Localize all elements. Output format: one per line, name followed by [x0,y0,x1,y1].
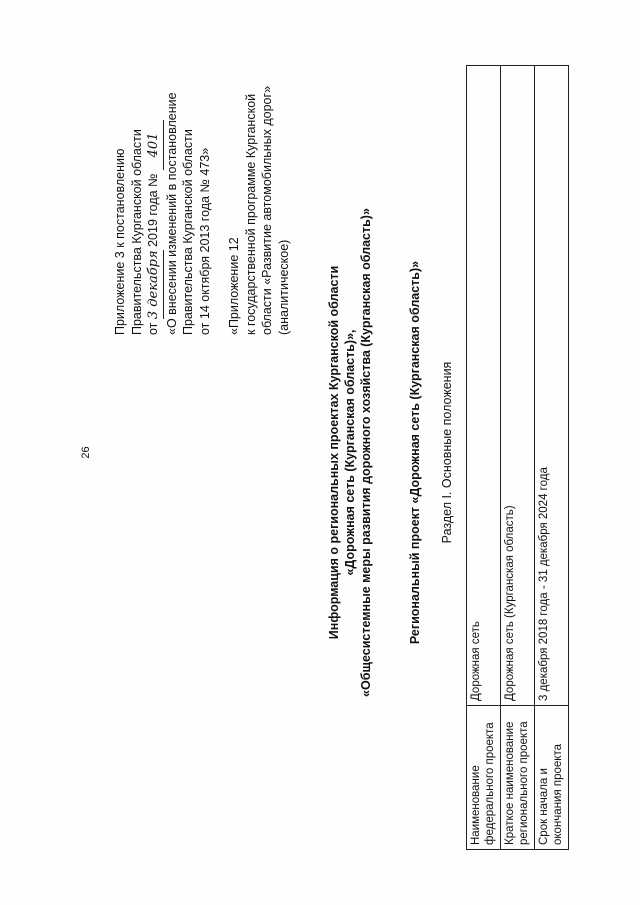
appendix-3-date-line [145,15,164,335]
appendix-12-line4: (аналитическое) [276,239,291,335]
appendix-3-line6: от 14 октября 2013 года № 473» [197,147,212,335]
title-line2: «Дорожная сеть (Курганская область)», [343,329,357,576]
page-number: 26 [80,446,92,459]
number-prefix: № [146,173,160,187]
appendix-3-line4: «О внесении изменений в постановление [164,92,179,335]
appendix-12-line2: к государственной программе Курганской [243,93,258,335]
table-row [535,66,569,850]
date-year: 2019 года [146,190,160,247]
table-row [501,66,535,850]
appendix-3-line5: Правительства Курганской области [181,129,195,335]
project-info-table [466,65,569,850]
appendix-3-line1: Приложение 3 к постановлению [113,148,127,335]
title-line3: «Общесистемные меры развития дорожного хозяйства (Курганская область)» [359,208,373,697]
table-cell-value: 3 декабря 2018 года - 31 декабря 2024 года [535,66,569,706]
title-line1: Информация о региональных проектах Курганской области [327,265,341,640]
appendix-3-line2: Правительства Курганской области [129,129,144,335]
table-cell-label: Наименование федерального проекта [467,706,501,850]
document-title [326,0,374,905]
appendix-12-header [226,35,292,335]
date-prefix: от [146,322,160,335]
appendix-12-line1: «Приложение 12 [227,237,241,335]
appendix-3-header [112,15,213,335]
table-cell-label: Срок начала и окончания проекта [535,706,569,850]
table-cell-value: Дорожная сеть [467,66,501,706]
appendix-12-line3: области «Развитие автомобильных дорог» [260,85,274,335]
handwritten-date: 3 декабря [146,250,164,319]
table-cell-label: Краткое наименование регионального проекта [501,706,535,850]
project-title: Региональный проект «Дорожная сеть (Курганская область)» [408,260,422,645]
table-cell-value: Дорожная сеть (Курганская область) [501,66,535,706]
section-title: Раздел I. Основные положения [440,361,454,544]
table-row [467,66,501,850]
handwritten-number: 401 [146,120,164,170]
